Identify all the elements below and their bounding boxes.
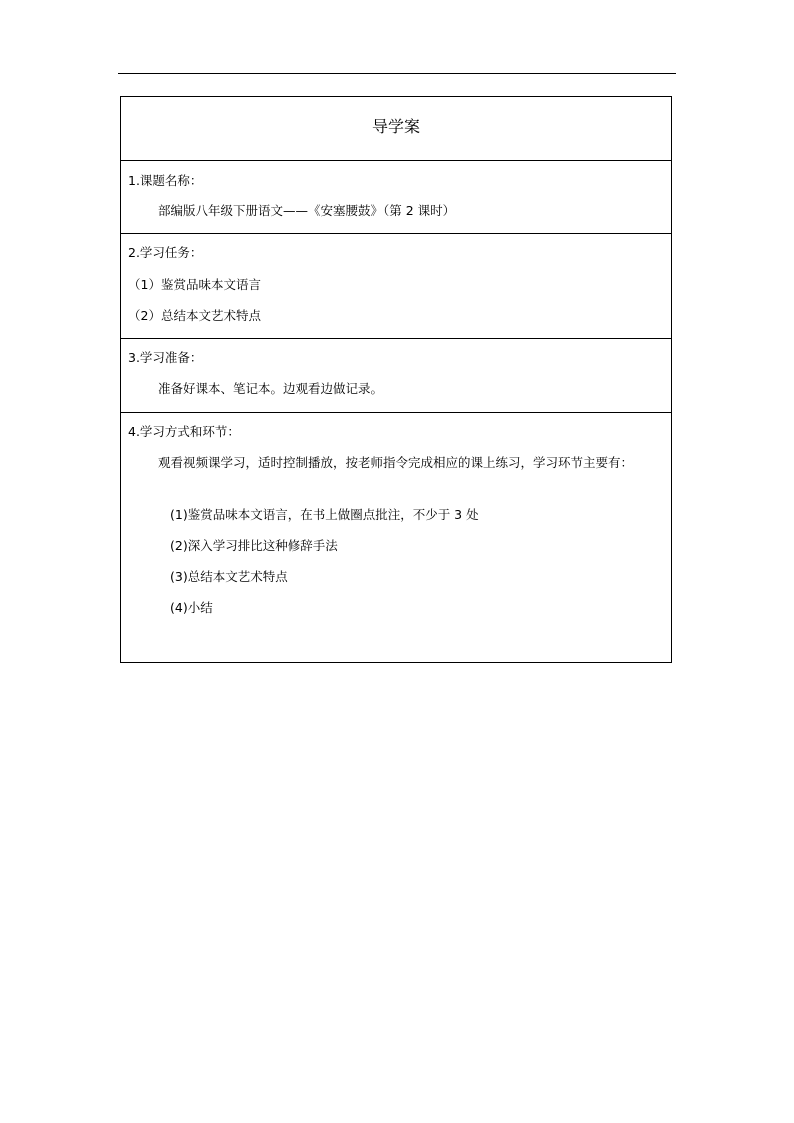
- task-item: （2）总结本文艺术特点: [128, 308, 261, 323]
- tasks-section: [121, 233, 671, 338]
- topic-content: 部编版八年级下册语文——《安塞腰鼓》（第 2 课时）: [158, 203, 456, 218]
- method-step: (2)深入学习排比这种修辞手法: [170, 538, 338, 553]
- preparation-content: 准备好课本、笔记本。边观看边做记录。: [158, 381, 384, 396]
- method-heading: 4.学习方式和环节：: [128, 424, 240, 439]
- method-intro: 观看视频课学习，适时控制播放，按老师指令完成相应的课上练习，学习环节主要有：: [158, 455, 634, 470]
- method-step: (3)总结本文艺术特点: [170, 569, 288, 584]
- tasks-heading: 2.学习任务：: [128, 245, 203, 260]
- header-rule: [118, 73, 676, 74]
- topic-section: [121, 160, 671, 233]
- document-title: 导学案: [371, 117, 420, 136]
- topic-heading: 1.课题名称：: [128, 173, 203, 188]
- task-item: （1）鉴赏品味本文语言: [128, 277, 261, 292]
- preparation-heading: 3.学习准备：: [128, 350, 203, 365]
- method-step: (4)小结: [170, 600, 213, 615]
- method-step: (1)鉴赏品味本文语言，在书上做圈点批注，不少于 3 处: [170, 507, 479, 522]
- study-guide-table: [120, 96, 672, 663]
- title-row: [121, 97, 671, 160]
- method-section: [121, 412, 671, 662]
- preparation-section: [121, 338, 671, 412]
